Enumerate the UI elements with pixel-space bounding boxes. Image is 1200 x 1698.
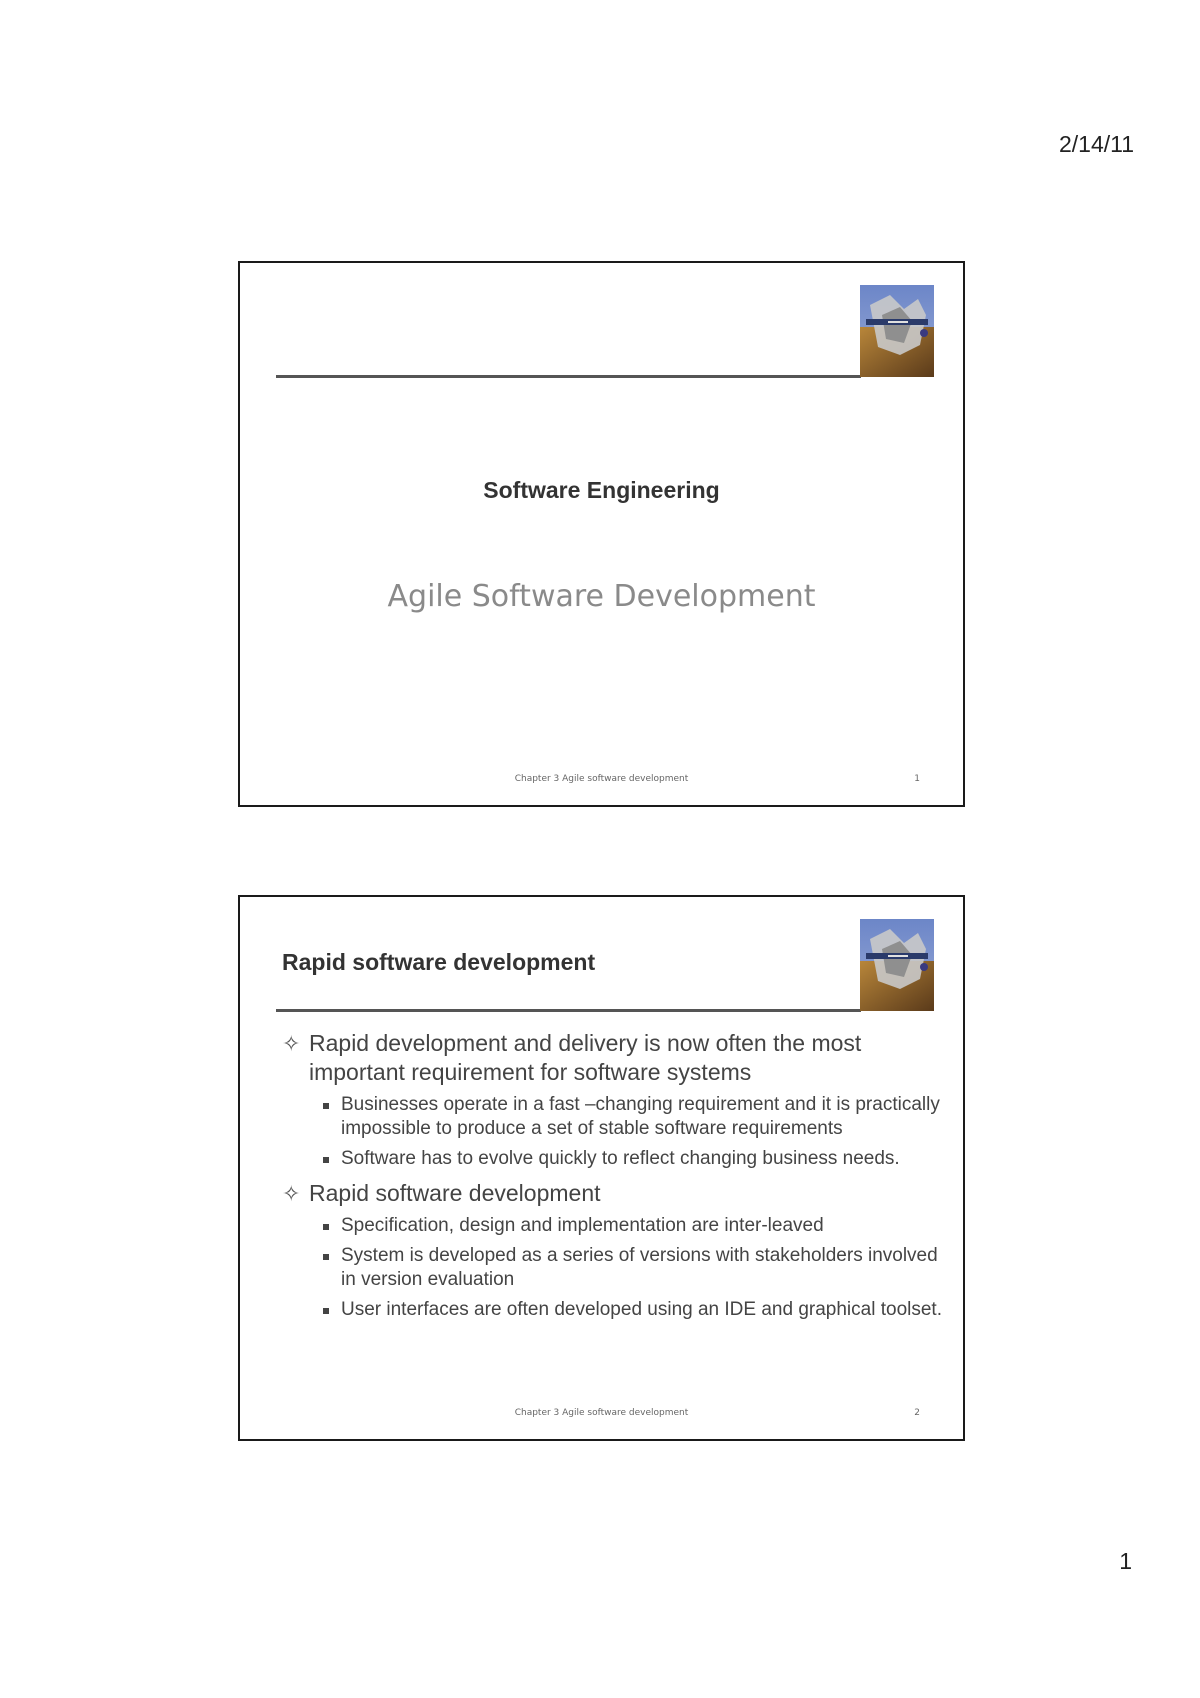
slide-number: 1: [914, 774, 920, 784]
square-bullet-icon: [323, 1157, 329, 1163]
square-bullet-icon: [323, 1308, 329, 1314]
page-number: 1: [1119, 1548, 1132, 1574]
slide-2: [238, 895, 965, 1441]
footer-text: Chapter 3 Agile software development: [514, 1408, 689, 1418]
book-cover-image: [860, 285, 934, 377]
square-bullet-icon: [323, 1224, 329, 1230]
slide-footer: [240, 1408, 963, 1422]
sub-bullet-text: Specification, design and implementation are inter-leaved: [341, 1215, 824, 1236]
four-point-star-icon: ✧: [282, 1031, 301, 1056]
list-item: [282, 1214, 942, 1238]
sub-list: [282, 1093, 942, 1171]
four-point-star-icon: ✧: [282, 1181, 301, 1206]
list-item: [282, 1147, 942, 1171]
sub-bullet-text: Software has to evolve quickly to reflect changing business needs.: [341, 1148, 900, 1169]
footer-text: Chapter 3 Agile software development: [514, 774, 689, 784]
sub-bullet-text: Businesses operate in a fast –changing requirement and it is practically impossible to produce a set of stable software requirements: [341, 1094, 940, 1139]
bullet-text: Rapid development and delivery is now often the most important requirement for software systems: [309, 1030, 862, 1085]
square-bullet-icon: [323, 1103, 329, 1109]
list-item: [282, 1244, 942, 1292]
sub-bullet-text: System is developed as a series of versions with stakeholders involved in version evaluation: [341, 1245, 938, 1290]
sub-list: [282, 1214, 942, 1322]
list-item: [282, 1179, 942, 1208]
slide-title: Rapid software development: [282, 949, 596, 975]
slide-title: Agile Software Development: [387, 579, 816, 614]
course-title: Software Engineering: [483, 477, 720, 503]
square-bullet-icon: [323, 1254, 329, 1260]
slide-footer: [240, 774, 963, 788]
slide-content: [282, 1029, 942, 1330]
slide-1: [238, 261, 965, 807]
list-item: [282, 1093, 942, 1141]
sub-bullet-text: User interfaces are often developed using an IDE and graphical toolset.: [341, 1299, 942, 1320]
list-item: [282, 1029, 942, 1087]
book-cover-image: [860, 919, 934, 1011]
list-item: [282, 1298, 942, 1322]
page-date: 2/14/11: [1058, 131, 1134, 157]
slide-number: 2: [914, 1408, 920, 1418]
title-rule: [276, 1009, 861, 1012]
title-rule: [276, 375, 861, 378]
bullet-text: Rapid software development: [309, 1180, 601, 1206]
